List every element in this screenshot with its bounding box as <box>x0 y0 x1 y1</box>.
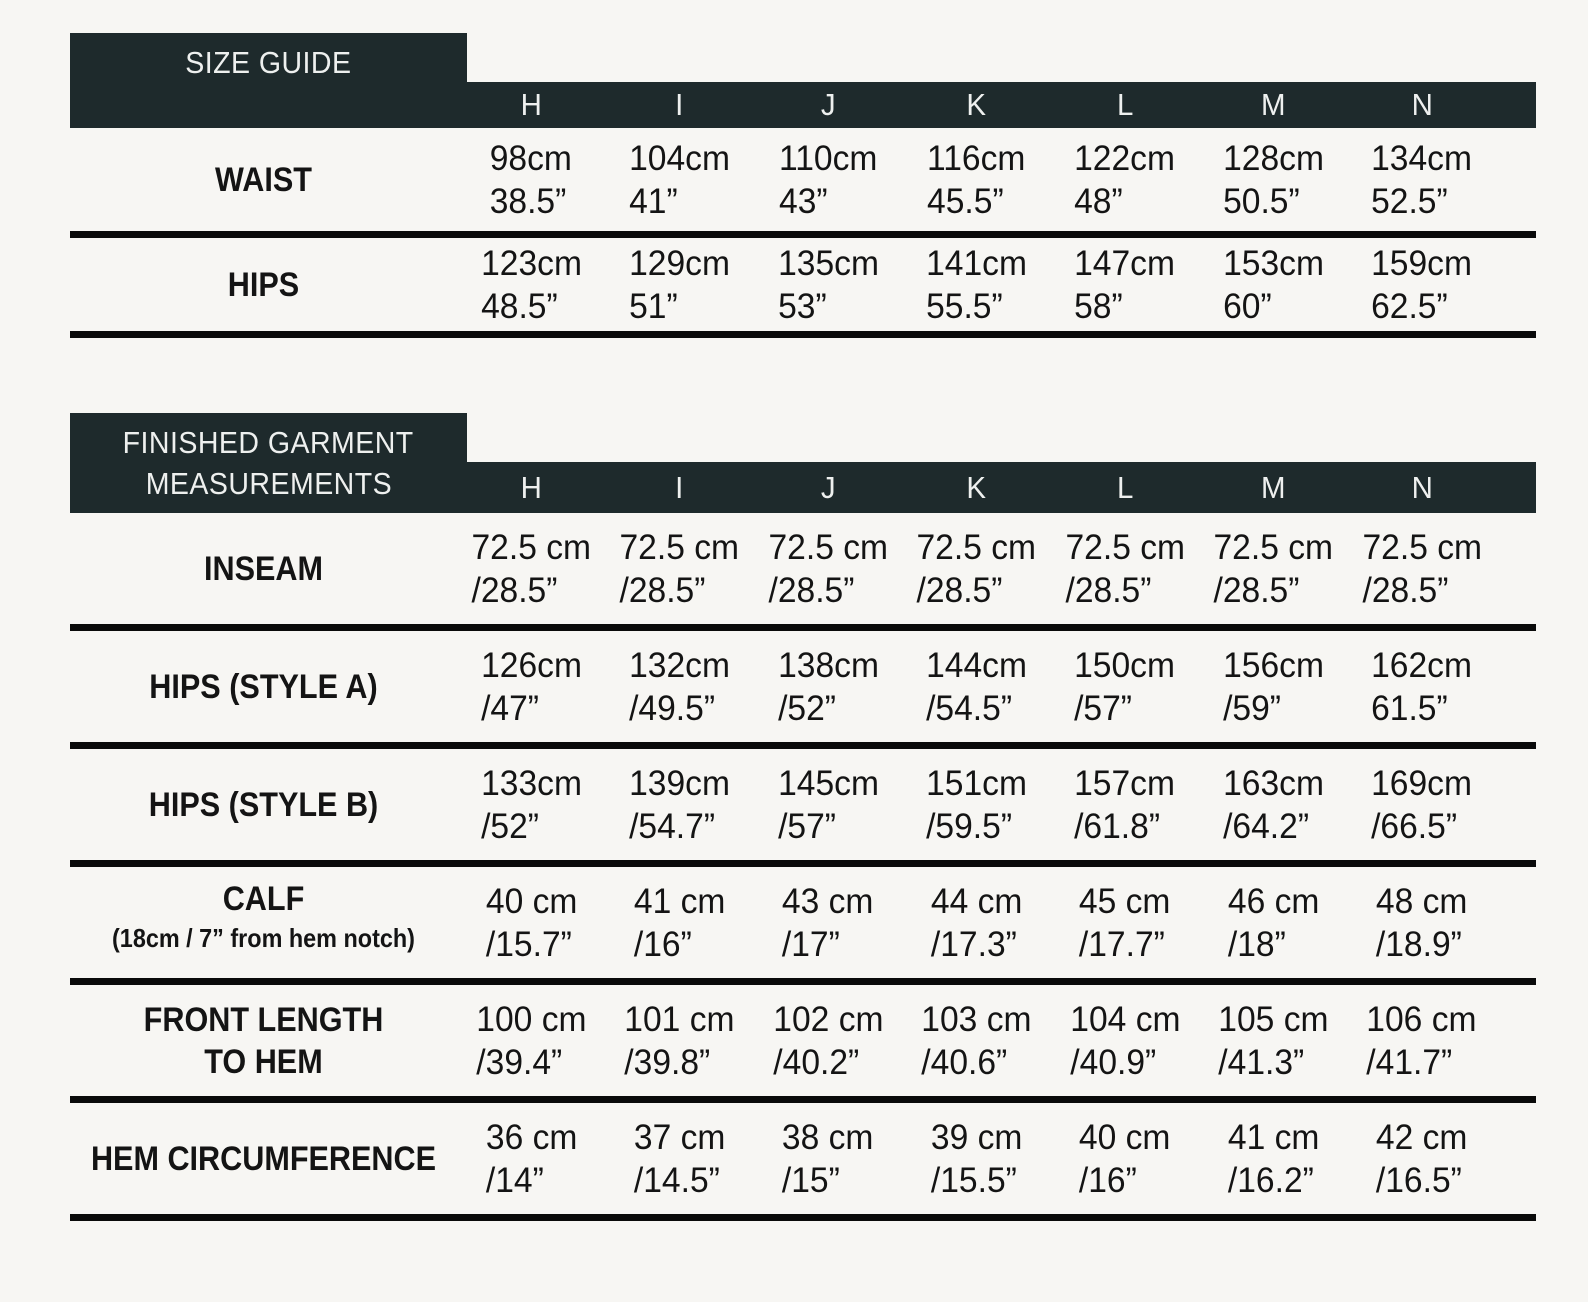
inch-value: /54.5” <box>926 688 1012 728</box>
cm-value: 134cm <box>1371 138 1473 178</box>
measurement-cell <box>754 137 902 223</box>
measurement-cell <box>902 998 1050 1084</box>
column-header-m: M <box>1261 469 1286 505</box>
measurement-value <box>778 242 879 328</box>
measurement-value <box>1074 242 1175 328</box>
cm-value: 72.5 cm <box>1362 527 1482 567</box>
measurement-cell <box>1199 242 1347 328</box>
table-row <box>70 513 1536 631</box>
cm-value: 42 cm <box>1376 1117 1468 1157</box>
column-header-j: J <box>820 469 836 505</box>
measurement-cell <box>1051 137 1199 223</box>
column-header-j: J <box>820 87 836 122</box>
measurement-value <box>1362 526 1482 612</box>
column-header-m: M <box>1261 87 1286 122</box>
table-row <box>70 1103 1536 1221</box>
inch-value: /28.5” <box>1065 570 1152 610</box>
cm-value: 100 cm <box>476 999 587 1039</box>
measurement-value <box>485 880 577 966</box>
cm-value: 72.5 cm <box>768 527 888 567</box>
table-row <box>70 238 1536 338</box>
measurement-value <box>1228 880 1320 966</box>
inch-value: /28.5” <box>471 570 558 610</box>
measurement-value <box>782 1116 874 1202</box>
measurement-value <box>768 526 888 612</box>
measurement-value <box>634 1116 726 1202</box>
measurement-value <box>773 998 883 1084</box>
measurement-cell <box>1051 242 1199 328</box>
measurement-value <box>1079 880 1171 966</box>
inch-value: /40.6” <box>921 1042 1008 1082</box>
cm-value: 103 cm <box>921 999 1032 1039</box>
cm-value: 40 cm <box>485 881 577 921</box>
inch-value: /17.3” <box>930 924 1017 964</box>
measurement-cell <box>605 762 753 848</box>
measurement-cell <box>1051 880 1199 966</box>
inch-value: /57” <box>1074 688 1133 728</box>
inch-value: /28.5” <box>916 570 1003 610</box>
inch-value: /28.5” <box>1213 570 1300 610</box>
row-label: WAIST <box>215 160 312 199</box>
inch-value: /28.5” <box>1362 570 1448 610</box>
measurement-cell <box>1348 137 1496 223</box>
measurement-value <box>1371 762 1472 848</box>
column-header-n: N <box>1411 469 1433 505</box>
measurement-value <box>1214 526 1334 612</box>
measurement-value <box>1371 242 1472 328</box>
measurement-cell <box>1199 762 1347 848</box>
cm-value: 37 cm <box>633 1117 726 1157</box>
measurement-cell <box>457 880 605 966</box>
table-row <box>70 867 1536 985</box>
cm-value: 101 cm <box>624 999 735 1039</box>
measurement-cell <box>754 998 902 1084</box>
inch-value: 51” <box>629 286 678 326</box>
measurement-cell <box>1199 137 1347 223</box>
row-label-cell <box>70 784 457 826</box>
measurement-cell <box>1051 1116 1199 1202</box>
inch-value: /17” <box>782 924 841 964</box>
cm-value: 126cm <box>480 645 582 685</box>
column-header-n: N <box>1411 87 1433 122</box>
size-guide-rows <box>70 128 1536 338</box>
measurement-cell <box>754 526 902 612</box>
measurement-cell <box>1051 998 1199 1084</box>
measurement-value <box>1074 762 1175 848</box>
inch-value: /39.8” <box>624 1042 711 1082</box>
row-sublabel: (18cm / 7” from hem notch) <box>112 922 415 953</box>
cm-value: 116cm <box>927 138 1026 178</box>
row-label: INSEAM <box>203 549 323 588</box>
measurement-cell <box>457 526 605 612</box>
measurement-cell <box>605 1116 753 1202</box>
cm-value: 147cm <box>1074 243 1176 283</box>
inch-value: /28.5” <box>768 570 855 610</box>
inch-value: /61.8” <box>1074 806 1161 846</box>
cm-value: 106 cm <box>1366 999 1477 1039</box>
cm-value: 72.5 cm <box>916 527 1037 567</box>
inch-value: 41” <box>629 181 678 221</box>
measurement-value <box>782 880 874 966</box>
measurement-value <box>927 137 1025 223</box>
inch-value: /14” <box>485 1160 544 1200</box>
finished-garment-table <box>70 413 1536 1221</box>
measurement-value <box>471 526 591 612</box>
size-guide-table <box>70 33 1536 338</box>
measurement-value <box>476 998 586 1084</box>
measurement-cell <box>605 644 753 730</box>
measurement-cell <box>457 1116 605 1202</box>
inch-value: /18” <box>1227 924 1286 964</box>
finished-garment-header <box>70 413 1536 513</box>
row-label: HIPS <box>227 265 300 304</box>
inch-value: /59” <box>1222 688 1281 728</box>
inch-value: /41.3” <box>1218 1042 1305 1082</box>
inch-value: /15” <box>782 1160 841 1200</box>
measurement-value <box>1376 880 1468 966</box>
measurement-cell <box>1051 762 1199 848</box>
inch-value: /66.5” <box>1371 806 1458 846</box>
row-label-cell <box>70 999 457 1083</box>
measurement-value <box>634 880 726 966</box>
measurement-value <box>629 137 730 223</box>
table-title-line: FINISHED GARMENT <box>122 425 414 460</box>
inch-value: 62.5” <box>1371 286 1448 326</box>
cm-value: 144cm <box>926 645 1027 685</box>
inch-value: 48” <box>1074 181 1124 221</box>
row-label-cell <box>70 159 457 201</box>
inch-value: /52” <box>777 688 836 728</box>
column-header-l: L <box>1116 87 1134 122</box>
measurement-value <box>481 762 582 848</box>
measurement-cell <box>754 1116 902 1202</box>
measurement-value <box>926 762 1027 848</box>
measurement-cell <box>457 762 605 848</box>
inch-value: /28.5” <box>619 570 706 610</box>
measurement-value <box>931 880 1023 966</box>
cm-value: 110cm <box>778 138 878 178</box>
inch-value: /16” <box>633 924 692 964</box>
inch-value: 53” <box>777 286 827 326</box>
inch-value: 55.5” <box>926 286 1003 326</box>
measurement-value <box>931 1116 1023 1202</box>
measurement-cell <box>605 880 753 966</box>
table-title-line: SIZE GUIDE <box>185 45 352 80</box>
measurement-value <box>620 526 740 612</box>
cm-value: 141cm <box>926 243 1027 283</box>
measurement-value <box>926 644 1027 730</box>
row-label: HIPS (STYLE B) <box>148 785 379 824</box>
table-title-line: MEASUREMENTS <box>145 466 392 501</box>
inch-value: /64.2” <box>1222 806 1309 846</box>
inch-value: /16.5” <box>1376 1160 1462 1200</box>
inch-value: /41.7” <box>1366 1042 1453 1082</box>
measurement-value <box>625 998 735 1084</box>
row-label: FRONT LENGTH <box>143 1000 384 1039</box>
size-guide-header <box>70 33 1536 128</box>
column-header-i: I <box>675 87 684 122</box>
measurement-cell <box>1348 998 1496 1084</box>
cm-value: 128cm <box>1222 138 1324 178</box>
measurement-cell <box>605 526 753 612</box>
finished-garment-title-tab <box>70 413 467 513</box>
measurement-cell <box>457 998 605 1084</box>
measurement-value <box>1228 1116 1320 1202</box>
measurement-value <box>481 644 582 730</box>
measurement-cell <box>902 762 1050 848</box>
column-header-l: L <box>1116 469 1134 505</box>
cm-value: 150cm <box>1074 645 1176 685</box>
measurement-cell <box>1199 644 1347 730</box>
inch-value: /14.5” <box>633 1160 720 1200</box>
row-label-cell <box>70 264 457 306</box>
inch-value: 52.5” <box>1371 181 1448 221</box>
inch-value: 50.5” <box>1222 181 1300 221</box>
measurement-value <box>1371 644 1472 730</box>
cm-value: 153cm <box>1222 243 1324 283</box>
cm-value: 157cm <box>1074 763 1176 803</box>
measurement-cell <box>1348 880 1496 966</box>
cm-value: 72.5 cm <box>1213 527 1334 567</box>
cm-value: 139cm <box>629 763 731 803</box>
cm-value: 135cm <box>777 243 879 283</box>
measurement-cell <box>902 242 1050 328</box>
measurement-value <box>779 137 877 223</box>
cm-value: 123cm <box>480 243 582 283</box>
cm-value: 39 cm <box>930 1117 1023 1157</box>
inch-value: /15.5” <box>930 1160 1017 1200</box>
inch-value: /40.9” <box>1069 1042 1156 1082</box>
measurement-cell <box>1348 1116 1496 1202</box>
measurement-value <box>778 762 879 848</box>
measurement-cell <box>754 242 902 328</box>
measurement-value <box>1070 998 1180 1084</box>
row-sublabel-wrap <box>89 920 437 968</box>
cm-value: 105 cm <box>1218 999 1329 1039</box>
table-row <box>70 749 1536 867</box>
measurement-cell <box>1348 762 1496 848</box>
measurement-value <box>917 526 1037 612</box>
measurement-value <box>1223 762 1324 848</box>
measurement-value <box>1367 998 1477 1084</box>
measurement-cell <box>605 137 753 223</box>
measurement-cell <box>457 137 605 223</box>
inch-value: /16” <box>1079 1160 1138 1200</box>
measurement-cell <box>902 1116 1050 1202</box>
inch-value: 61.5” <box>1371 688 1448 728</box>
cm-value: 38 cm <box>782 1117 874 1157</box>
column-header-i: I <box>675 469 684 505</box>
cm-value: 104 cm <box>1069 999 1181 1039</box>
measurement-cell <box>902 880 1050 966</box>
inch-value: /18.9” <box>1376 924 1462 964</box>
measurement-cell <box>457 242 605 328</box>
cm-value: 162cm <box>1371 645 1473 685</box>
cm-value: 129cm <box>629 243 731 283</box>
measurement-value <box>1376 1116 1468 1202</box>
inch-value: /49.5” <box>629 688 716 728</box>
inch-value: /39.4” <box>476 1042 563 1082</box>
row-label: HEM CIRCUMFERENCE <box>90 1139 437 1178</box>
cm-value: 98cm <box>490 138 573 178</box>
table-row <box>70 631 1536 749</box>
row-label: HIPS (STYLE A) <box>149 667 378 706</box>
cm-value: 159cm <box>1371 243 1473 283</box>
inch-value: /52” <box>480 806 539 846</box>
inch-value: 48.5” <box>480 286 558 326</box>
column-header-h: H <box>520 469 542 505</box>
measurement-value <box>490 137 572 223</box>
cm-value: 72.5 cm <box>471 527 591 567</box>
row-label-cell <box>70 548 457 590</box>
measurement-cell <box>457 644 605 730</box>
measurement-value <box>1074 137 1175 223</box>
cm-value: 104cm <box>629 138 731 178</box>
inch-value: /15.7” <box>485 924 572 964</box>
measurement-cell <box>605 242 753 328</box>
measurement-cell <box>1348 242 1496 328</box>
inch-value: 45.5” <box>927 181 1004 221</box>
column-header-k: K <box>966 469 987 505</box>
cm-value: 36 cm <box>485 1117 577 1157</box>
row-label-cell <box>70 666 457 708</box>
measurement-cell <box>1051 644 1199 730</box>
inch-value: /17.7” <box>1079 924 1166 964</box>
measurement-cell <box>605 998 753 1084</box>
inch-value: /57” <box>777 806 836 846</box>
cm-value: 40 cm <box>1079 1117 1171 1157</box>
cm-value: 72.5 cm <box>1065 527 1185 567</box>
inch-value: /59.5” <box>926 806 1012 846</box>
cm-value: 41 cm <box>633 881 726 921</box>
row-label-cell <box>70 878 457 968</box>
cm-value: 145cm <box>777 763 879 803</box>
measurement-cell <box>902 644 1050 730</box>
cm-value: 122cm <box>1074 138 1176 178</box>
measurement-cell <box>1051 526 1199 612</box>
cm-value: 169cm <box>1371 763 1473 803</box>
measurement-cell <box>1348 644 1496 730</box>
row-label: TO HEM <box>204 1042 323 1081</box>
cm-value: 138cm <box>777 645 879 685</box>
table-row <box>70 128 1536 238</box>
measurement-cell <box>1199 998 1347 1084</box>
measurement-cell <box>1199 880 1347 966</box>
measurement-value <box>1223 644 1324 730</box>
row-label: CALF <box>222 879 305 918</box>
cm-value: 43 cm <box>782 881 874 921</box>
inch-value: /16.2” <box>1227 1160 1314 1200</box>
measurement-cell <box>902 137 1050 223</box>
cm-value: 72.5 cm <box>619 527 740 567</box>
measurement-value <box>1371 137 1472 223</box>
measurement-value <box>1223 242 1324 328</box>
measurement-value <box>629 762 730 848</box>
cm-value: 151cm <box>926 763 1027 803</box>
measurement-value <box>629 644 730 730</box>
measurement-value <box>778 644 879 730</box>
cm-value: 41 cm <box>1227 1117 1320 1157</box>
cm-value: 45 cm <box>1079 881 1171 921</box>
inch-value: 60” <box>1222 286 1272 326</box>
inch-value: /54.7” <box>629 806 716 846</box>
inch-value: /40.2” <box>772 1042 859 1082</box>
finished-garment-rows <box>70 513 1536 1221</box>
cm-value: 133cm <box>480 763 582 803</box>
cm-value: 156cm <box>1222 645 1324 685</box>
measurement-cell <box>1199 526 1347 612</box>
column-header-h: H <box>520 87 542 122</box>
inch-value: /47” <box>480 688 539 728</box>
cm-value: 48 cm <box>1376 881 1468 921</box>
measurement-cell <box>754 644 902 730</box>
column-header-k: K <box>966 87 987 122</box>
measurement-value <box>1223 137 1324 223</box>
measurement-value <box>629 242 730 328</box>
measurement-value <box>1218 998 1328 1084</box>
measurement-cell <box>754 880 902 966</box>
cm-value: 132cm <box>629 645 731 685</box>
cm-value: 102 cm <box>772 999 884 1039</box>
cm-value: 46 cm <box>1227 881 1320 921</box>
measurement-value <box>921 998 1031 1084</box>
measurement-value <box>1074 644 1175 730</box>
cm-value: 163cm <box>1222 763 1324 803</box>
cm-value: 44 cm <box>930 881 1023 921</box>
measurement-value <box>926 242 1027 328</box>
row-label-cell <box>70 1138 457 1180</box>
table-row <box>70 985 1536 1103</box>
inch-value: 38.5” <box>490 181 567 221</box>
size-guide-title-tab <box>70 33 467 128</box>
inch-value: 43” <box>778 181 828 221</box>
measurement-value <box>1065 526 1185 612</box>
measurement-cell <box>902 526 1050 612</box>
inch-value: 58” <box>1074 286 1124 326</box>
measurement-value <box>485 1116 577 1202</box>
measurement-cell <box>754 762 902 848</box>
measurement-value <box>1079 1116 1171 1202</box>
measurement-cell <box>1199 1116 1347 1202</box>
measurement-value <box>481 242 582 328</box>
measurement-cell <box>1348 526 1496 612</box>
